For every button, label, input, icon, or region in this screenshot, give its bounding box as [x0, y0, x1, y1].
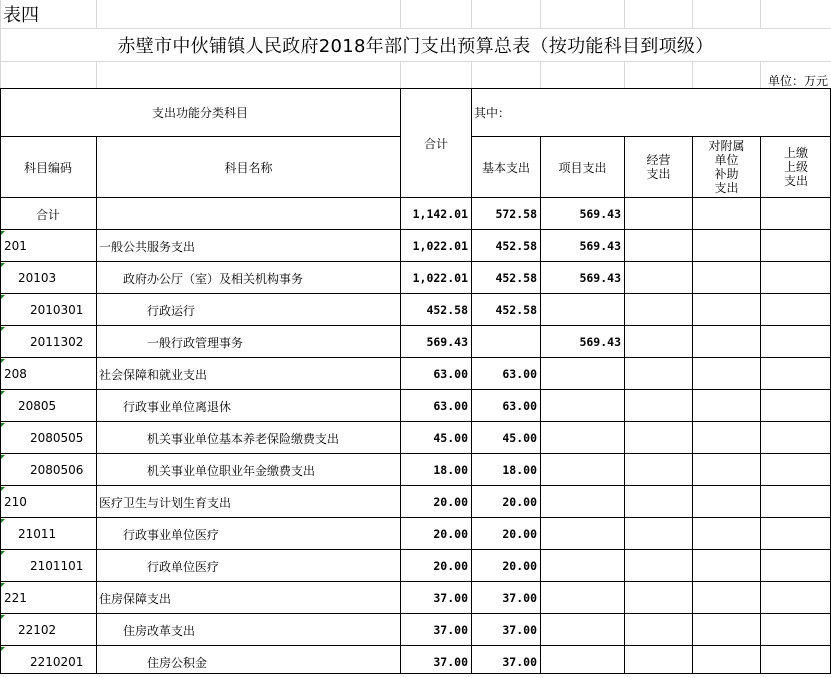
cell-marker-icon [1, 519, 5, 523]
header-remit-line: 上级 [783, 160, 808, 174]
row-total: 1,142.01 [412, 207, 468, 221]
row-project [541, 486, 624, 518]
row-code: 2080505 [30, 431, 84, 445]
cell-marker-icon [1, 551, 5, 555]
row-name: 社会保障和就业支出 [99, 367, 208, 382]
row-project: 569.43 [579, 271, 621, 285]
row-total: 1,022.01 [412, 271, 468, 285]
table-border [0, 88, 831, 89]
row-total: 63.00 [433, 367, 468, 381]
gridline [0, 28, 831, 29]
gridline [540, 0, 541, 28]
sheet-title: 赤壁市中伙铺镇人民政府2018年部门支出预算总表（按功能科目到项级） [117, 35, 714, 57]
row-name: 机关事业单位基本养老保险缴费支出 [147, 431, 340, 446]
header-basic: 基本支出 [481, 160, 530, 175]
row-basic: 20.00 [502, 495, 537, 509]
cell-marker-icon [1, 423, 5, 427]
gridline [0, 61, 831, 62]
table-border [0, 88, 1, 673]
header-subsidiary-line: 补助 [714, 167, 739, 181]
row-basic [472, 326, 540, 358]
row-code: 合计 [35, 207, 60, 222]
header-subsidiary-line: 支出 [714, 181, 739, 195]
header-remit [761, 137, 831, 197]
row-code: 2011302 [30, 335, 84, 349]
row-code: 2210201 [30, 655, 84, 669]
row-basic: 45.00 [502, 431, 537, 445]
row-code: 2010301 [30, 303, 84, 317]
row-total: 569.43 [426, 335, 468, 349]
row-name: 政府办公厅（室）及相关机构事务 [123, 271, 304, 286]
gridline [471, 61, 472, 89]
row-code: 208 [4, 367, 27, 381]
row-basic: 37.00 [502, 591, 537, 605]
row-name: 机关事业单位职业年金缴费支出 [147, 463, 316, 478]
gridline [471, 0, 472, 28]
cell-marker-icon [1, 615, 5, 619]
row-basic: 37.00 [502, 623, 537, 637]
row-project: 569.43 [579, 207, 621, 221]
header-operating [625, 137, 692, 197]
row-name: 一般行政管理事务 [147, 335, 244, 350]
cell-marker-icon [1, 295, 5, 299]
row-total: 1,022.01 [412, 239, 468, 253]
row-code: 21011 [18, 527, 57, 541]
row-project [541, 518, 624, 550]
row-name [99, 198, 399, 230]
table-border [0, 229, 831, 230]
table-border [0, 357, 831, 358]
row-code: 20103 [18, 271, 57, 285]
row-basic: 452.58 [495, 303, 537, 317]
table-border [471, 88, 472, 673]
cell-marker-icon [1, 455, 5, 459]
header-operating-line: 经营 [646, 153, 671, 167]
row-total: 20.00 [433, 527, 468, 541]
row-name: 行政事业单位离退休 [123, 399, 232, 414]
cell-marker-icon [1, 487, 5, 491]
row-basic: 452.58 [495, 271, 537, 285]
header-subsidiary-line: 对附属 [708, 139, 745, 153]
table-border [0, 581, 831, 582]
gridline [400, 61, 401, 89]
row-basic: 20.00 [502, 527, 537, 541]
row-basic: 37.00 [502, 655, 537, 669]
gridline [760, 61, 761, 89]
cell-marker-icon [1, 647, 5, 651]
header-code: 科目编码 [23, 160, 72, 175]
gridline [400, 0, 401, 28]
gridline [692, 61, 693, 89]
row-total: 452.58 [426, 303, 468, 317]
row-name: 一般公共服务支出 [99, 239, 196, 254]
table-border [0, 549, 831, 550]
row-code: 201 [4, 239, 27, 253]
row-basic: 63.00 [502, 399, 537, 413]
table-border [0, 261, 831, 262]
row-project [541, 390, 624, 422]
row-code: 2080506 [30, 463, 84, 477]
row-basic: 572.58 [495, 207, 537, 221]
table-border [692, 136, 693, 673]
row-total: 20.00 [433, 559, 468, 573]
header-category-group: 支出功能分类科目 [151, 106, 248, 120]
table-border [0, 325, 831, 326]
row-name: 行政单位医疗 [147, 559, 220, 574]
row-total: 63.00 [433, 399, 468, 413]
gridline [624, 61, 625, 89]
row-total: 18.00 [433, 463, 468, 477]
header-operating-line: 支出 [646, 167, 671, 181]
row-project: 569.43 [579, 239, 621, 253]
row-basic: 63.00 [502, 367, 537, 381]
header-project: 项目支出 [558, 160, 607, 175]
table-border [400, 88, 401, 673]
gridline [760, 0, 761, 28]
gridline [692, 0, 693, 28]
row-code: 210 [4, 495, 27, 509]
gridline [624, 0, 625, 28]
table-border [471, 136, 831, 137]
sheet-label: 表四 [3, 5, 39, 26]
cell-marker-icon [1, 359, 5, 363]
gridline [540, 61, 541, 89]
table-border [0, 517, 831, 518]
row-basic: 18.00 [502, 463, 537, 477]
row-code: 221 [4, 591, 27, 605]
header-remit-line: 支出 [783, 174, 808, 188]
row-basic: 452.58 [495, 239, 537, 253]
table-border [0, 421, 831, 422]
table-border [760, 136, 761, 673]
row-total: 37.00 [433, 591, 468, 605]
table-border [0, 453, 831, 454]
row-project [541, 614, 624, 646]
header-of-which: 其中： [474, 106, 511, 120]
row-project [541, 422, 624, 454]
row-name: 行政事业单位医疗 [123, 527, 220, 542]
row-project [541, 582, 624, 614]
row-project [541, 358, 624, 390]
header-remit-line: 上缴 [783, 146, 808, 160]
table-border [0, 613, 831, 614]
row-project: 569.43 [579, 335, 621, 349]
row-code: 20805 [18, 399, 57, 413]
table-border [96, 136, 97, 673]
row-basic: 20.00 [502, 559, 537, 573]
row-project [541, 454, 624, 486]
gridline [96, 0, 97, 28]
table-border [0, 136, 400, 137]
row-total: 37.00 [433, 623, 468, 637]
header-total: 合计 [423, 136, 448, 151]
gridline [0, 0, 1, 89]
row-name: 住房保障支出 [99, 591, 172, 606]
cell-marker-icon [1, 391, 5, 395]
table-border [0, 293, 831, 294]
row-code: 22102 [18, 623, 57, 637]
row-name: 住房公积金 [147, 655, 208, 670]
table-border [540, 136, 541, 673]
header-name: 科目名称 [224, 160, 273, 175]
table-border [0, 389, 831, 390]
row-code: 2101101 [30, 559, 84, 573]
row-project [541, 294, 624, 326]
table-border [0, 197, 831, 198]
table-border [0, 485, 831, 486]
header-subsidiary-line: 单位 [714, 153, 739, 167]
header-subsidiary [693, 137, 760, 197]
cell-marker-icon [1, 327, 5, 331]
row-total: 37.00 [433, 655, 468, 669]
unit-label: 单位：万元 [767, 73, 828, 88]
row-total: 45.00 [433, 431, 468, 445]
row-total: 20.00 [433, 495, 468, 509]
table-border [624, 136, 625, 673]
cell-marker-icon [1, 263, 5, 267]
row-name: 医疗卫生与计划生育支出 [99, 495, 232, 510]
cell-marker-icon [1, 231, 5, 235]
row-name: 行政运行 [147, 303, 196, 318]
cell-marker-icon [1, 583, 5, 587]
row-project [541, 550, 624, 582]
gridline [96, 61, 97, 89]
row-name: 住房改革支出 [123, 623, 196, 638]
table-border [0, 645, 831, 646]
